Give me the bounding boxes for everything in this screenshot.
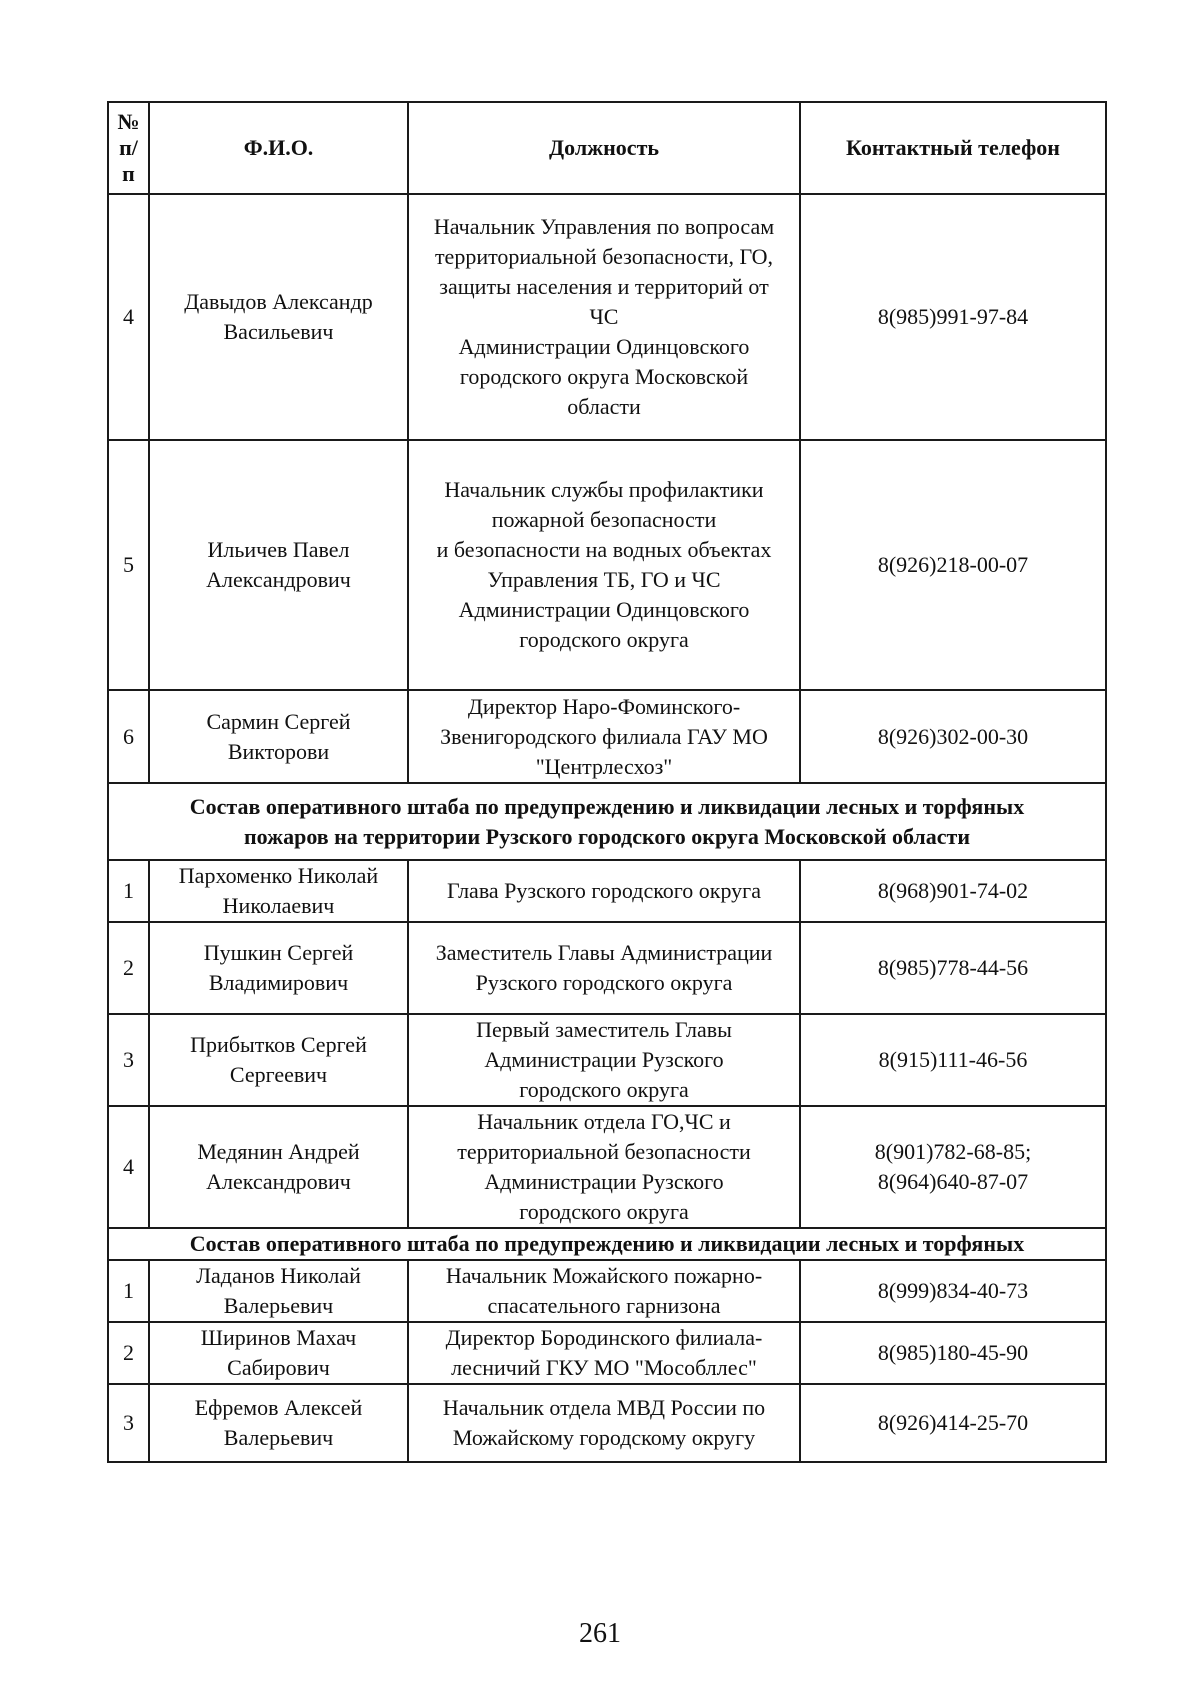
cell-position: Начальник отдела ГО,ЧС и территориальной безопасности Администрации Рузского городского округа (408, 1106, 800, 1228)
cell-position: Заместитель Главы Администрации Рузского городского округа (408, 922, 800, 1014)
cell-name: Сармин Сергей Викторови (149, 690, 408, 783)
staff-table (107, 101, 1107, 1463)
cell-name: Ефремов Алексей Валерьевич (149, 1384, 408, 1462)
cell-number: 3 (108, 1014, 149, 1106)
cell-name: Ладанов Николай Валерьевич (149, 1260, 408, 1322)
page-number: 261 (579, 1618, 621, 1649)
table-row (108, 690, 1106, 783)
cell-number: 2 (108, 922, 149, 1014)
table-row (108, 1260, 1106, 1322)
header-position: Должность (408, 102, 800, 194)
cell-position: Глава Рузского городского округа (408, 860, 800, 922)
header-phone: Контактный телефон (800, 102, 1106, 194)
section-heading-row (108, 783, 1106, 860)
cell-number: 1 (108, 1260, 149, 1322)
cell-name: Давыдов Александр Васильевич (149, 194, 408, 440)
table-row (108, 1014, 1106, 1106)
cell-name: Ширинов Махач Сабирович (149, 1322, 408, 1384)
cell-number: 3 (108, 1384, 149, 1462)
cell-phone: 8(985)778-44-56 (800, 922, 1106, 1014)
cell-name: Прибытков Сергей Сергеевич (149, 1014, 408, 1106)
cell-position: Начальник службы профилактики пожарной безопасности и безопасности на водных объектах Управления ТБ, ГО и ЧС Администрации Одинцовского городского округа (408, 440, 800, 690)
cell-phone: 8(985)991-97-84 (800, 194, 1106, 440)
table-row (108, 922, 1106, 1014)
cell-phone: 8(915)111-46-56 (800, 1014, 1106, 1106)
cell-position: Директор Наро-Фоминского- Звенигородского филиала ГАУ МО "Центрлесхоз" (408, 690, 800, 783)
table-row (108, 440, 1106, 690)
table-row (108, 1106, 1106, 1228)
table-row (108, 1384, 1106, 1462)
cell-position: Директор Бородинского филиала- лесничий ГКУ МО "Мособллес" (408, 1322, 800, 1384)
cell-position: Начальник Управления по вопросам территориальной безопасности, ГО, защиты населения и территорий от ЧС Администрации Одинцовского городского округа Московской области (408, 194, 800, 440)
table-row (108, 194, 1106, 440)
cell-name: Пархоменко Николай Николаевич (149, 860, 408, 922)
cell-number: 5 (108, 440, 149, 690)
cell-number: 4 (108, 194, 149, 440)
section-heading: Состав оперативного штаба по предупреждению и ликвидации лесных и торфяных (108, 1228, 1106, 1260)
cell-phone: 8(926)302-00-30 (800, 690, 1106, 783)
cell-phone: 8(968)901-74-02 (800, 860, 1106, 922)
section-heading-row (108, 1228, 1106, 1260)
cell-number: 1 (108, 860, 149, 922)
table-header (108, 102, 1106, 194)
cell-number: 4 (108, 1106, 149, 1228)
cell-position: Начальник отдела МВД России по Можайскому городскому округу (408, 1384, 800, 1462)
cell-name: Ильичев Павел Александрович (149, 440, 408, 690)
cell-number: 6 (108, 690, 149, 783)
cell-number: 2 (108, 1322, 149, 1384)
cell-position: Первый заместитель Главы Администрации Рузского городского округа (408, 1014, 800, 1106)
cell-name: Медянин Андрей Александрович (149, 1106, 408, 1228)
cell-position: Начальник Можайского пожарно- спасательного гарнизона (408, 1260, 800, 1322)
cell-phone: 8(926)414-25-70 (800, 1384, 1106, 1462)
header-name: Ф.И.О. (149, 102, 408, 194)
cell-phone: 8(985)180-45-90 (800, 1322, 1106, 1384)
cell-name: Пушкин Сергей Владимирович (149, 922, 408, 1014)
table-row (108, 860, 1106, 922)
cell-phone: 8(999)834-40-73 (800, 1260, 1106, 1322)
table-row (108, 1322, 1106, 1384)
section-heading: Состав оперативного штаба по предупреждению и ликвидации лесных и торфяных пожаров на территории Рузского городского округа Московской области (108, 783, 1106, 860)
header-number: № п/ п (108, 102, 149, 194)
cell-phone: 8(926)218-00-07 (800, 440, 1106, 690)
table-body (108, 194, 1106, 1462)
cell-phone: 8(901)782-68-85; 8(964)640-87-07 (800, 1106, 1106, 1228)
